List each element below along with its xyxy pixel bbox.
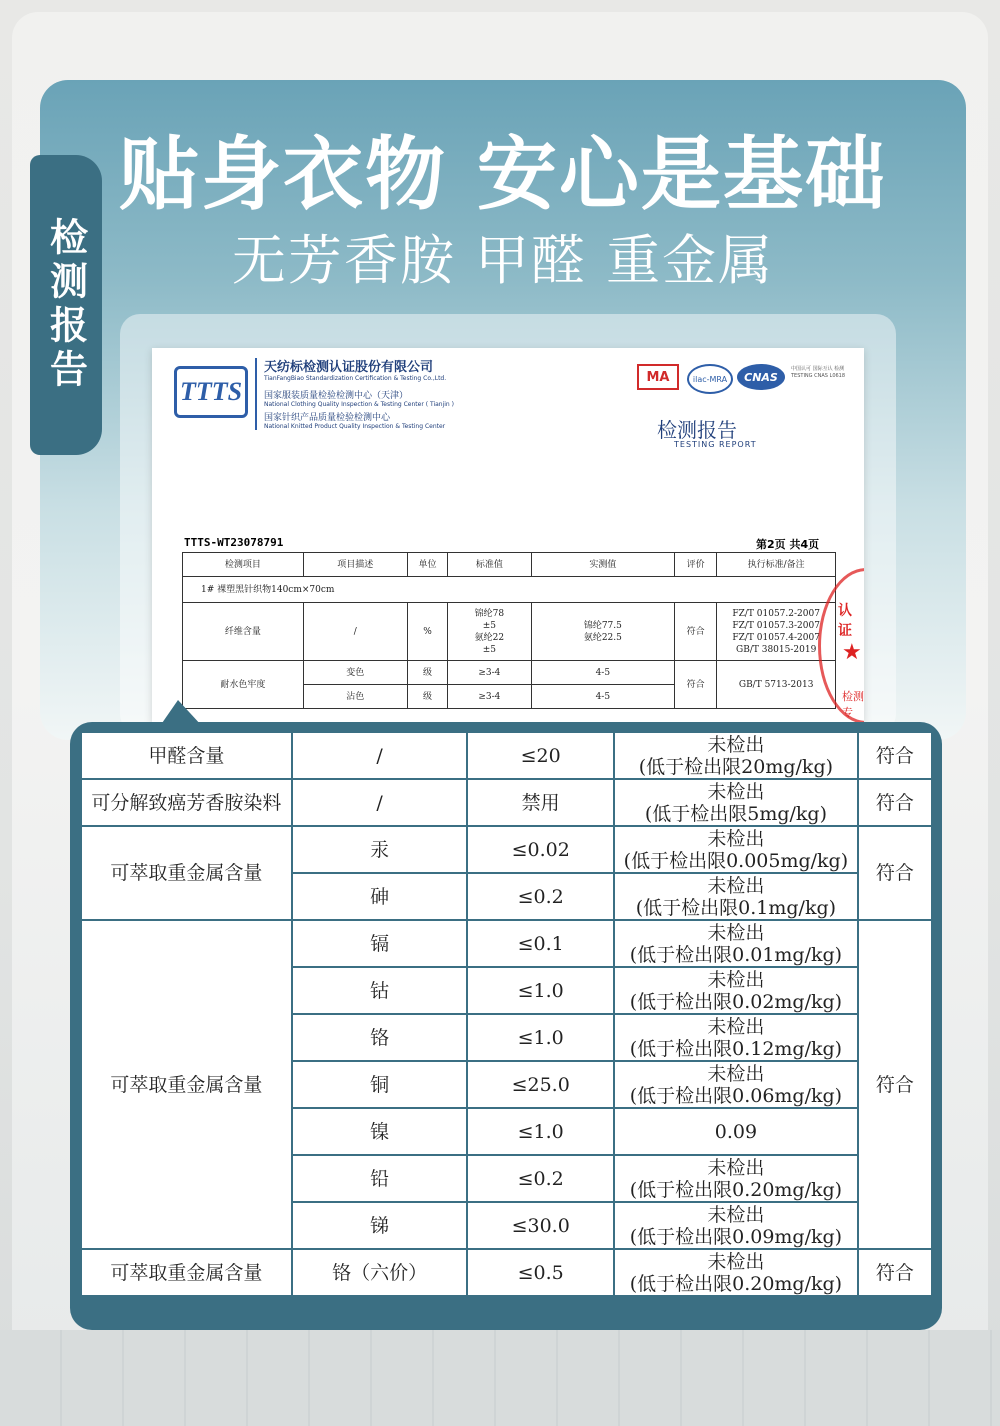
report-number: TTTS-WT23078791: [184, 536, 284, 549]
measured-limit: (低于检出限0.12mg/kg): [629, 1037, 843, 1060]
measured-limit: (低于检出限0.06mg/kg): [629, 1084, 843, 1107]
fiber-row: [183, 603, 836, 661]
center2-cn: 国家针织产品质量检验检测中心: [264, 413, 391, 423]
measured-cell: [614, 1014, 858, 1061]
standard-cell: ≤0.2: [467, 873, 614, 920]
standard-cell: ≤20: [467, 732, 614, 779]
report-title: 检测报告: [657, 418, 737, 442]
measured-cell: 0.09: [614, 1108, 858, 1155]
desc-cell: 铬（六价）: [292, 1249, 468, 1296]
water-row: [183, 661, 836, 685]
desc-cell: 镉: [292, 920, 468, 967]
header-cell: 检测项目: [183, 553, 304, 577]
standard-cell: ≤0.5: [467, 1249, 614, 1296]
measured-limit: (低于检出限0.20mg/kg): [629, 1272, 843, 1295]
standard-cell: ≤1.0: [467, 1014, 614, 1061]
standard-line: FZ/T 01057.4-2007: [732, 632, 820, 643]
water-measured: 4-5: [531, 685, 674, 709]
report-title-en: TESTING REPORT: [674, 440, 757, 449]
measured-result: 未检出: [707, 1015, 765, 1038]
standard-cell: ≤1.0: [467, 967, 614, 1014]
eval-cell: 符合: [858, 1249, 932, 1296]
center1-en: National Clothing Quality Inspection & Testing Center ( Tianjin ): [264, 401, 454, 408]
standard-cell: ≤0.02: [467, 826, 614, 873]
standard-cell: ≤25.0: [467, 1061, 614, 1108]
table-row: [81, 779, 932, 826]
measured-cell: [614, 1249, 858, 1296]
standard-cell: 禁用: [467, 779, 614, 826]
standard-cell: ≤0.1: [467, 920, 614, 967]
standard-cell: ≤30.0: [467, 1202, 614, 1249]
header-cell: 实测值: [531, 553, 674, 577]
desc-cell: 铬: [292, 1014, 468, 1061]
headline: 贴身衣物 安心是基础: [119, 128, 887, 221]
company-info: [264, 356, 454, 430]
table-row: [81, 732, 932, 779]
standard-line: FZ/T 01057.2-2007: [732, 608, 820, 619]
header-cell: 执行标准/备注: [717, 553, 836, 577]
measured-limit: (低于检出限20mg/kg): [638, 755, 834, 778]
company-name-en: TianFangBiao Standardization Certification & Testing Co.,Ltd.: [264, 375, 447, 382]
cma-icon: MA: [637, 364, 679, 390]
measured-limit: (低于检出限0.005mg/kg): [623, 849, 849, 872]
measured-limit: (低于检出限0.01mg/kg): [629, 943, 843, 966]
fiber-std-line: ±5: [482, 644, 496, 655]
cnas-icon: CNAS: [737, 364, 785, 390]
ttts-logo: TTTS: [174, 366, 248, 418]
standard-cell: ≤1.0: [467, 1108, 614, 1155]
item-cell: 甲醛含量: [81, 732, 292, 779]
measured-result: 未检出: [707, 874, 765, 897]
item-cell: 可分解致癌芳香胺染料: [81, 779, 292, 826]
table-row: [81, 826, 932, 873]
fiber-measured-line: 锦纶77.5: [583, 620, 622, 631]
measured-result: 未检出: [707, 827, 765, 850]
measured-limit: (低于检出限0.20mg/kg): [629, 1178, 843, 1201]
measured-cell: [614, 967, 858, 1014]
measured-limit: (低于检出限0.09mg/kg): [629, 1225, 843, 1248]
report-header-row: [183, 553, 836, 577]
report-table: [182, 552, 836, 709]
fiber-eval: 符合: [675, 603, 717, 661]
header-cell: 单位: [407, 553, 447, 577]
fiber-std-line: 锦纶78: [474, 608, 505, 619]
star-icon: ★: [842, 640, 862, 665]
desc-cell: 钴: [292, 967, 468, 1014]
fiber-measured: [531, 603, 674, 661]
water-unit: 级: [407, 661, 447, 685]
desc-cell: 砷: [292, 873, 468, 920]
fiber-desc: /: [303, 603, 407, 661]
cnas-caption: 中国认可 国际互认 检测 TESTING CNAS L0618: [791, 366, 846, 379]
results-table: [80, 731, 933, 1297]
measured-result: 未检出: [707, 733, 765, 756]
desc-cell: 汞: [292, 826, 468, 873]
standard-line: GB/T 38015-2019: [736, 644, 817, 655]
measured-cell: [614, 1202, 858, 1249]
table-row: [81, 1249, 932, 1296]
item-cell: 可萃取重金属含量: [81, 826, 292, 920]
measured-cell: [614, 873, 858, 920]
report-document: [152, 348, 864, 723]
water-std: ≥3-4: [448, 661, 532, 685]
desc-cell: /: [292, 779, 468, 826]
measured-result: 未检出: [707, 1156, 765, 1179]
side-tab-label: 检测报告: [43, 217, 88, 393]
measured-limit: (低于检出限0.1mg/kg): [635, 896, 837, 919]
water-standard: GB/T 5713-2013: [717, 661, 836, 709]
ilac-mra-icon: ilac-MRA: [687, 364, 733, 394]
subline: 无芳香胺 甲醛 重金属: [231, 229, 775, 292]
measured-result: 未检出: [707, 1250, 765, 1273]
desc-cell: 铅: [292, 1155, 468, 1202]
item-cell: 可萃取重金属含量: [81, 1249, 292, 1296]
header-cell: 评价: [675, 553, 717, 577]
measured-result: 未检出: [707, 968, 765, 991]
water-desc: 沾色: [303, 685, 407, 709]
fiber-std-line: ±5: [482, 620, 496, 631]
certification-logos: [637, 364, 864, 394]
water-eval: 符合: [675, 661, 717, 709]
item-cell: 可萃取重金属含量: [81, 920, 292, 1249]
measured-cell: [614, 826, 858, 873]
standard-cell: ≤0.2: [467, 1155, 614, 1202]
measured-limit: (低于检出限5mg/kg): [644, 802, 827, 825]
measured-cell: [614, 732, 858, 779]
stamp-text: 认证: [838, 603, 852, 639]
water-measured: 4-5: [531, 661, 674, 685]
water-desc: 变色: [303, 661, 407, 685]
fiber-unit: %: [407, 603, 447, 661]
water-item: 耐水色牢度: [183, 661, 304, 709]
header-cell: 项目描述: [303, 553, 407, 577]
desc-cell: 镍: [292, 1108, 468, 1155]
sample-row: [183, 577, 836, 603]
eval-cell: 符合: [858, 826, 932, 920]
fiber-measured-line: 氨纶22.5: [583, 632, 622, 643]
report-page: 第2页 共4页: [756, 538, 820, 551]
eval-cell: 符合: [858, 920, 932, 1249]
logo-divider: [255, 358, 257, 430]
stamp-text-2: 检测专: [842, 690, 864, 719]
fiber-item: 纤维含量: [183, 603, 304, 661]
desc-cell: 锑: [292, 1202, 468, 1249]
water-unit: 级: [407, 685, 447, 709]
eval-cell: 符合: [858, 779, 932, 826]
measured-result: 未检出: [707, 1203, 765, 1226]
sample-name: 1# 裸塑黑针织物140cm×70cm: [183, 577, 836, 603]
measured-result: 未检出: [707, 921, 765, 944]
measured-result: 未检出: [707, 780, 765, 803]
table-row: [81, 920, 932, 967]
water-std: ≥3-4: [448, 685, 532, 709]
measured-cell: [614, 1061, 858, 1108]
measured-cell: [614, 779, 858, 826]
desc-cell: /: [292, 732, 468, 779]
fiber-std-line: 氨纶22: [474, 632, 505, 643]
desc-cell: 铜: [292, 1061, 468, 1108]
measured-result: 未检出: [707, 1062, 765, 1085]
center2-en: National Knitted Product Quality Inspection & Testing Center: [264, 423, 446, 430]
eval-cell: 符合: [858, 732, 932, 779]
header-cell: 标准值: [448, 553, 532, 577]
measured-cell: [614, 1155, 858, 1202]
measured-limit: (低于检出限0.02mg/kg): [629, 990, 843, 1013]
fabric-background: [0, 1330, 1000, 1426]
fiber-std: [448, 603, 532, 661]
measured-cell: [614, 920, 858, 967]
company-name-cn: 天纺标检测认证股份有限公司: [264, 360, 434, 375]
center1-cn: 国家服装质量检验检测中心（天津）: [264, 391, 409, 401]
standard-line: FZ/T 01057.3-2007: [732, 620, 820, 631]
